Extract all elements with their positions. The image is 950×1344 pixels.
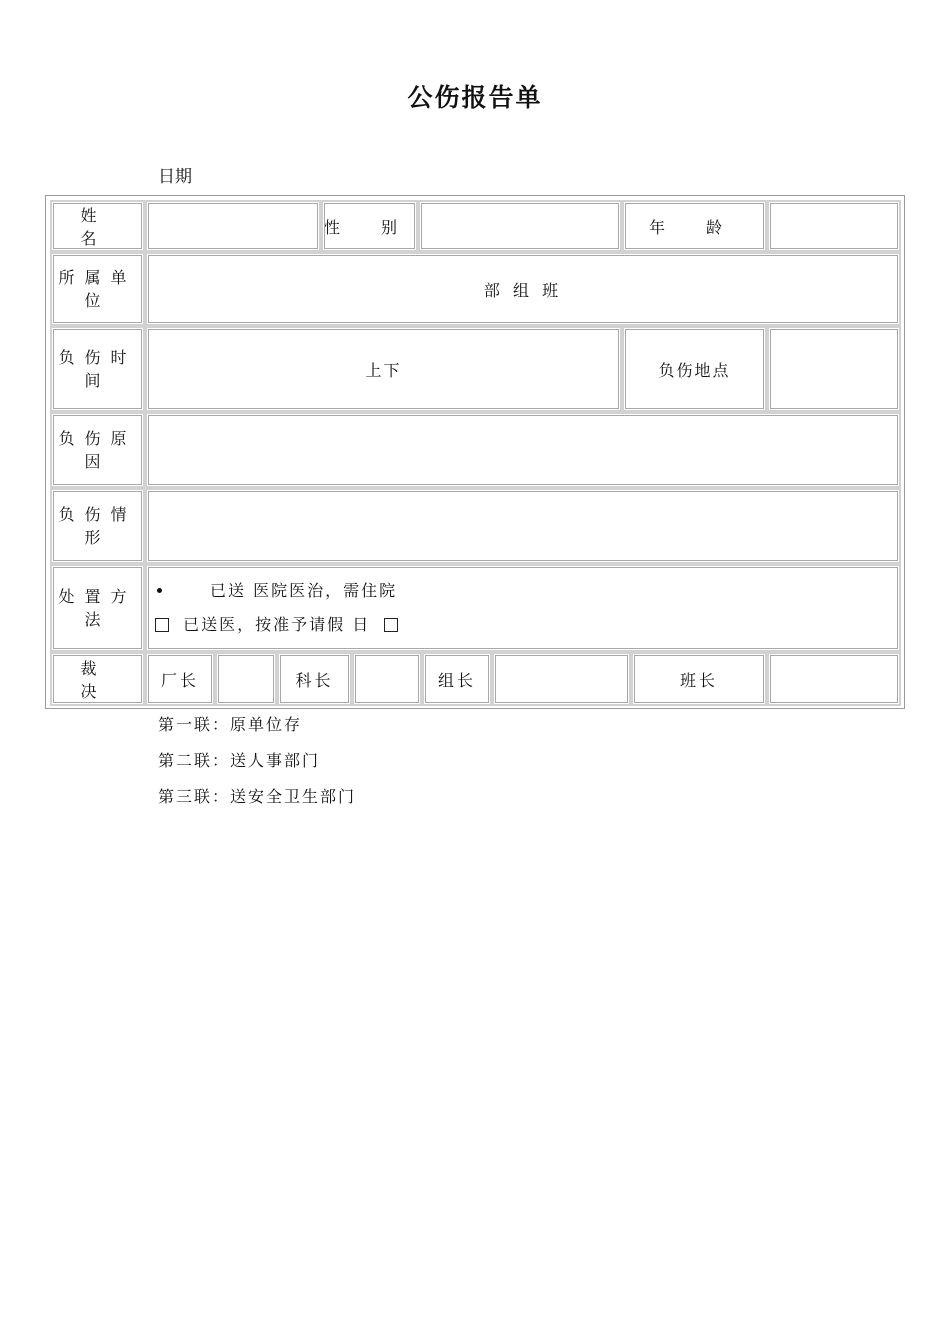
team-leader-field[interactable] (767, 652, 901, 706)
group-leader-field[interactable] (492, 652, 631, 706)
injury-time-label: 负伤时间 (58, 348, 137, 390)
copy-note-1: 第一联：原单位存 (158, 715, 303, 734)
page-title: 公伤报告单 (407, 83, 543, 112)
name-label: 姓 名 (50, 200, 145, 252)
gender-field[interactable] (418, 200, 622, 252)
treatment-label: 处置方法 (58, 587, 137, 629)
decision-label: 裁 决 (50, 652, 145, 706)
factory-director-label: 厂长 (145, 652, 215, 706)
injury-place-field[interactable] (767, 326, 901, 412)
team-leader-label: 班长 (631, 652, 767, 706)
injury-time-field[interactable]: 上下 (145, 326, 622, 412)
copy-note-2: 第二联：送人事部门 (158, 751, 321, 770)
injury-place-label: 负伤地点 (622, 326, 767, 412)
injury-cause-field[interactable] (145, 412, 901, 488)
injury-situation-label: 负伤情形 (58, 505, 137, 547)
name-field[interactable] (145, 200, 321, 252)
injury-situation-field[interactable] (145, 488, 901, 564)
injury-time-label-cell (50, 326, 145, 412)
group-leader-label: 组长 (422, 652, 492, 706)
date-label: 日期 (158, 167, 192, 187)
treatment-option-leave[interactable]: 已送医，按准予请假 日 (155, 612, 398, 635)
injury-cause-label-cell (50, 412, 145, 488)
section-chief-field[interactable] (352, 652, 422, 706)
age-field[interactable] (767, 200, 901, 252)
unit-label: 所属单位 (58, 268, 137, 310)
gender-label: 性 别 (321, 200, 418, 252)
factory-director-field[interactable] (215, 652, 277, 706)
treatment-options (145, 564, 901, 652)
unit-label-cell (50, 252, 145, 326)
age-label: 年 龄 (622, 200, 767, 252)
copy-note-3: 第三联：送安全卫生部门 (158, 787, 357, 806)
section-chief-label: 科长 (277, 652, 352, 706)
injury-cause-label: 负伤原因 (58, 429, 137, 471)
injury-situation-label-cell (50, 488, 145, 564)
bullet-icon (157, 588, 162, 593)
treatment-label-cell (50, 564, 145, 652)
treatment-option-hospitalize[interactable]: 已送 医院医治，需住院 (155, 578, 397, 601)
unit-field[interactable]: 部 组 班 (145, 252, 901, 326)
checkbox-icon[interactable] (384, 618, 398, 632)
injury-report-form (45, 195, 905, 709)
checkbox-icon[interactable] (155, 618, 169, 632)
